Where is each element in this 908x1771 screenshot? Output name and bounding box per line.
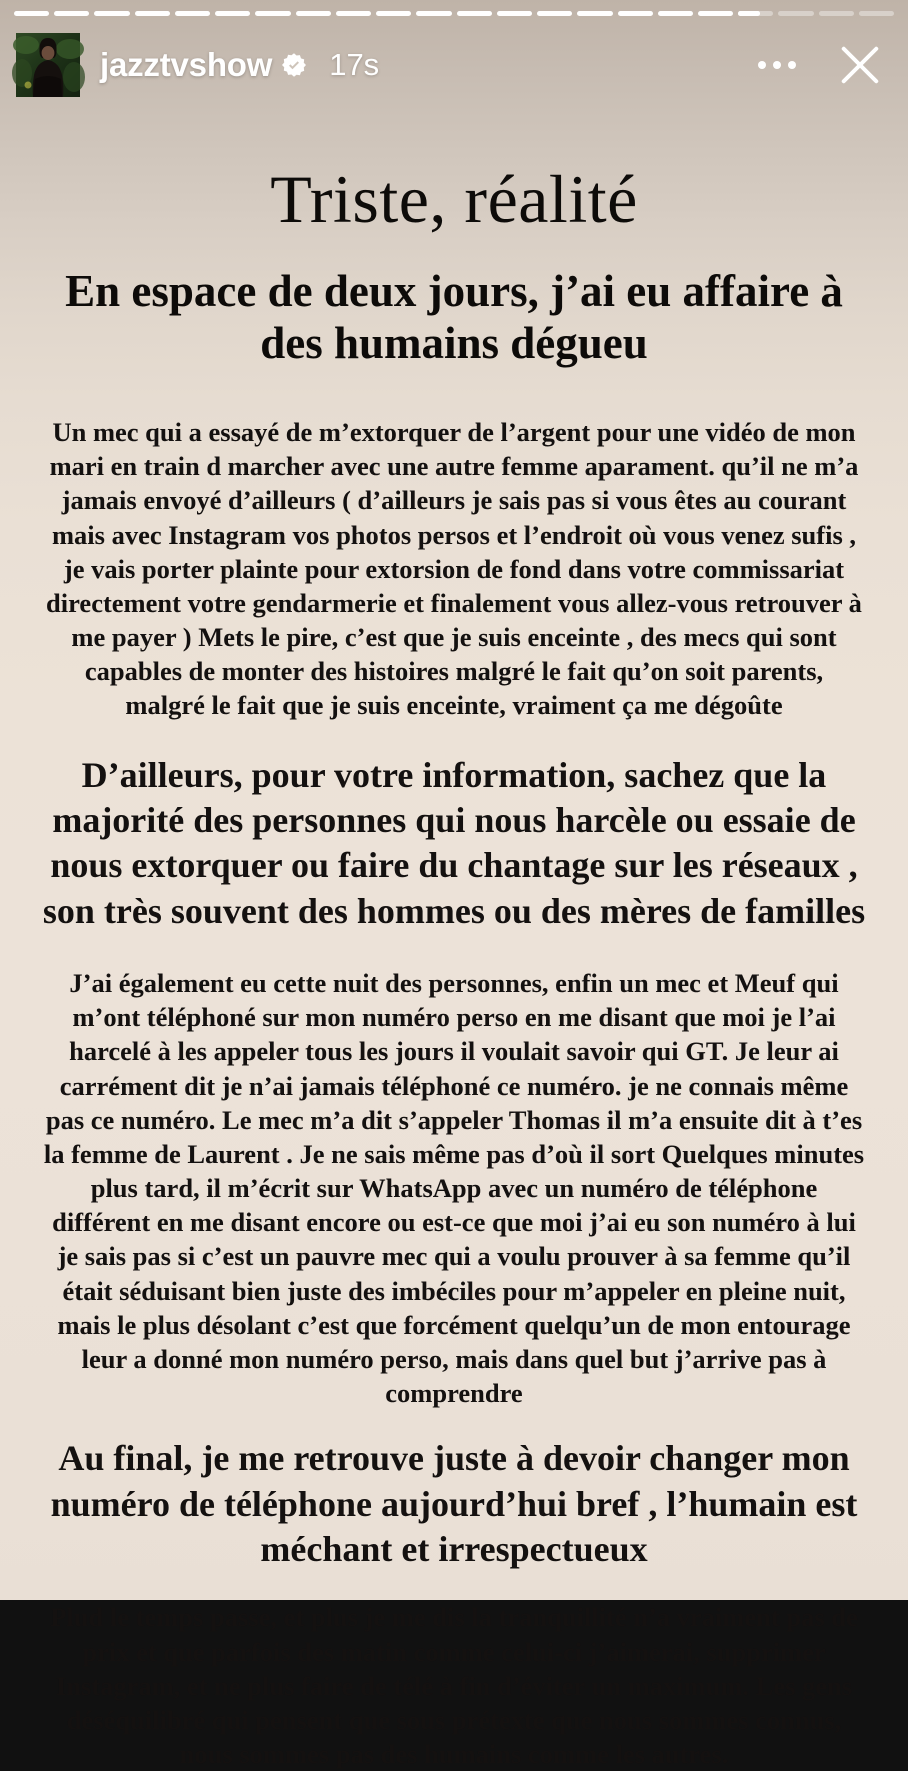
progress-segment[interactable] bbox=[859, 11, 894, 16]
story-text-content bbox=[0, 112, 908, 1770]
progress-segment[interactable] bbox=[618, 11, 653, 16]
story-title: Triste, réalité bbox=[270, 161, 638, 237]
story-paragraph: Plud le temps passe, et plus je me dis la tranquillité n’a vraiment pas de prix et que parfois des matin comme celui-ci j’aimerai, supprimer Instagram, et ne plus faire de télé à fin d’éviter un maximum. Les gens déséquilibré qui pensent que sous prétexte que nous sommes connus, nous sommes pas des humains comme les autres. bbox=[50, 1602, 858, 1770]
story-paragraph: Au final, je me retrouve juste à devoir changer mon numéro de téléphone aujourd’hui bref , l’humain est méchant et irrespectueux bbox=[50, 1438, 858, 1570]
progress-segment[interactable] bbox=[296, 11, 331, 16]
progress-segment[interactable] bbox=[215, 11, 250, 16]
progress-segment[interactable] bbox=[255, 11, 290, 16]
progress-segment[interactable] bbox=[14, 11, 49, 16]
verified-badge-icon bbox=[281, 52, 307, 78]
username-group[interactable] bbox=[100, 46, 742, 84]
progress-segment[interactable] bbox=[135, 11, 170, 16]
progress-segment[interactable] bbox=[698, 11, 733, 16]
progress-segment[interactable] bbox=[497, 11, 532, 16]
progress-segment[interactable] bbox=[738, 11, 773, 16]
header-actions bbox=[754, 39, 886, 91]
story-paragraph-list bbox=[18, 415, 890, 1771]
progress-fill bbox=[738, 11, 760, 16]
story-progress-bar bbox=[14, 10, 894, 16]
progress-segment[interactable] bbox=[819, 11, 854, 16]
story-timestamp: 17s bbox=[329, 47, 380, 82]
avatar[interactable] bbox=[16, 33, 80, 97]
story-paragraph: J’ai également eu cette nuit des personnes, enfin un mec et Meuf qui m’ont téléphoné sur mon numéro perso en me disant que moi je l’ai harcelé à les appeler tous les jours il voulait savoir qui GT. Je leur ai carrément dit je n’ai jamais téléphoné ce numéro. je ne connais même pas ce numéro. Le mec m’a dit s’appeler Thomas il m’a ensuite dit à t’es la femme de Laurent . Je ne sais même pas d’où il sort Quelques minutes plus tard, il m’écrit sur WhatsApp avec un numéro de téléphone différent en me disant encore ou est-ce que moi j’ai eu son numéro à lui je sais pas si c’est un pauvre mec qui a voulu prouver à sa femme qu’il était séduisant bien juste des imbéciles pour m’appeler en pleine nuit, mais le plus désolant c’est que forcément quelqu’un de mon entourage leur a donné mon numéro perso, mais dans quel but j’arrive pas à comprendre bbox=[43, 968, 865, 1409]
story-paragraph: Un mec qui a essayé de m’extorquer de l’argent pour une vidéo de mon mari en train d marcher avec une autre femme aparament. qu’il ne m’a jamais envoyé d’ailleurs ( d’ailleurs je sais pas si vous êtes au courant mais avec Instagram vos photos persos et l’endroit où vous venez sufis , je vais porter plainte pour extorsion de fond dans votre commissariat directement votre gendarmerie et finalement vous allez-vous retrouver à me payer ) Mets le pire, c’est que je suis enceinte , des mecs qui sont capables de monter des histoires malgré le fait qu’on soit parents, malgré le fait que je suis enceinte, vraiment ça me dégoûte bbox=[46, 417, 862, 721]
progress-segment[interactable] bbox=[376, 11, 411, 16]
username: jazztvshow bbox=[100, 46, 273, 83]
progress-segment[interactable] bbox=[54, 11, 89, 16]
story-header bbox=[0, 26, 908, 104]
more-options-icon[interactable] bbox=[754, 51, 800, 79]
progress-segment[interactable] bbox=[175, 11, 210, 16]
story-paragraph: D’ailleurs, pour votre information, sachez que la majorité des personnes qui nous harcèle ou essaie de nous extorquer ou faire du chantage sur les réseaux , son très souvent des hommes ou des mères de familles bbox=[42, 754, 866, 931]
progress-segment[interactable] bbox=[537, 11, 572, 16]
progress-segment[interactable] bbox=[94, 11, 129, 16]
close-icon[interactable] bbox=[834, 39, 886, 91]
story-subtitle: En espace de deux jours, j’ai eu affaire à des humains dégueu bbox=[65, 265, 843, 368]
progress-segment[interactable] bbox=[457, 11, 492, 16]
progress-segment[interactable] bbox=[577, 11, 612, 16]
progress-segment[interactable] bbox=[416, 11, 451, 16]
progress-segment[interactable] bbox=[336, 11, 371, 16]
progress-segment[interactable] bbox=[658, 11, 693, 16]
progress-segment[interactable] bbox=[778, 11, 813, 16]
